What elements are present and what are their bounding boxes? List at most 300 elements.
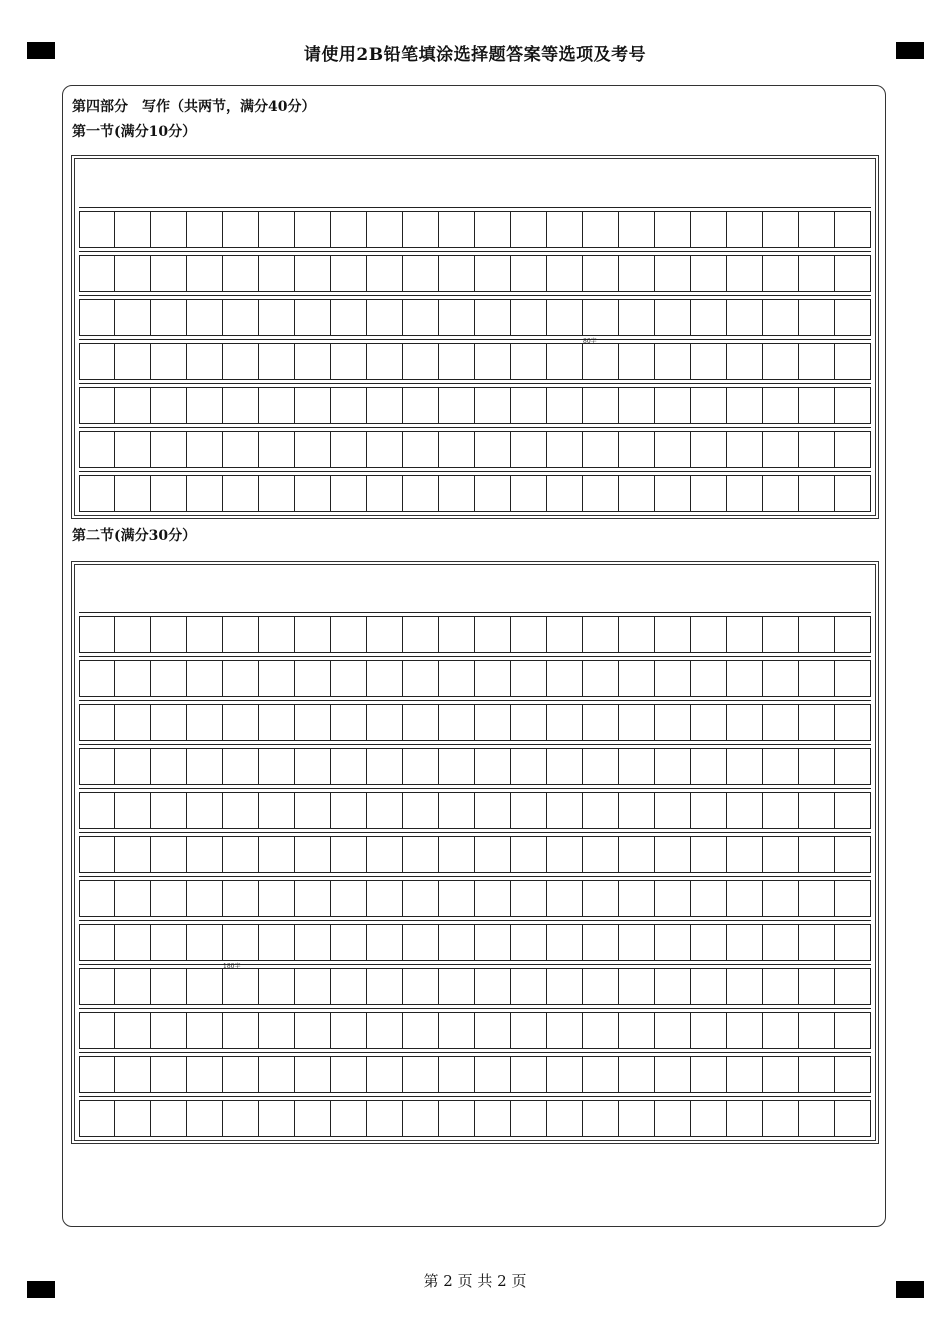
writing-cell[interactable]	[835, 793, 871, 829]
writing-cell[interactable]	[799, 344, 835, 380]
writing-cell[interactable]	[187, 617, 223, 653]
writing-cell[interactable]	[547, 793, 583, 829]
writing-cell[interactable]	[439, 300, 475, 336]
writing-cell[interactable]	[799, 749, 835, 785]
writing-cell[interactable]	[511, 969, 547, 1005]
writing-cell[interactable]	[691, 1057, 727, 1093]
writing-cell[interactable]	[403, 837, 439, 873]
writing-cell[interactable]	[403, 969, 439, 1005]
writing-cell[interactable]	[691, 661, 727, 697]
writing-cell[interactable]	[763, 388, 799, 424]
writing-cell[interactable]	[691, 793, 727, 829]
writing-cell[interactable]	[367, 925, 403, 961]
writing-cell[interactable]	[511, 432, 547, 468]
writing-cell[interactable]	[475, 837, 511, 873]
writing-cell[interactable]	[439, 212, 475, 248]
writing-cell[interactable]	[187, 344, 223, 380]
writing-cell[interactable]	[763, 432, 799, 468]
writing-cell[interactable]	[475, 344, 511, 380]
writing-cell[interactable]	[511, 925, 547, 961]
writing-cell[interactable]	[259, 793, 295, 829]
writing-cell[interactable]	[439, 837, 475, 873]
writing-cell[interactable]	[763, 881, 799, 917]
writing-cell[interactable]	[763, 1013, 799, 1049]
writing-cell[interactable]	[547, 661, 583, 697]
writing-cell[interactable]	[511, 749, 547, 785]
writing-cell[interactable]	[223, 1013, 259, 1049]
writing-cell[interactable]	[403, 881, 439, 917]
writing-cell[interactable]	[151, 705, 187, 741]
writing-cell[interactable]	[115, 212, 151, 248]
writing-cell[interactable]	[691, 617, 727, 653]
writing-cell[interactable]	[835, 617, 871, 653]
writing-cell[interactable]	[79, 617, 115, 653]
writing-cell[interactable]	[619, 1013, 655, 1049]
writing-cell[interactable]	[331, 344, 367, 380]
writing-cell[interactable]	[439, 925, 475, 961]
writing-cell[interactable]	[511, 881, 547, 917]
writing-cell[interactable]	[619, 256, 655, 292]
writing-cell[interactable]	[115, 925, 151, 961]
writing-cell[interactable]	[619, 793, 655, 829]
writing-cell[interactable]	[583, 388, 619, 424]
writing-cell[interactable]	[727, 344, 763, 380]
writing-cell[interactable]	[475, 969, 511, 1005]
writing-cell[interactable]	[835, 256, 871, 292]
writing-cell[interactable]	[403, 661, 439, 697]
writing-cell[interactable]	[655, 300, 691, 336]
writing-cell[interactable]	[655, 1013, 691, 1049]
writing-cell[interactable]	[439, 1057, 475, 1093]
writing-cell[interactable]	[655, 881, 691, 917]
writing-cell[interactable]	[223, 1101, 259, 1137]
writing-cell[interactable]	[367, 793, 403, 829]
writing-cell[interactable]	[799, 969, 835, 1005]
writing-cell[interactable]	[583, 1101, 619, 1137]
writing-cell[interactable]	[403, 925, 439, 961]
writing-cell[interactable]	[223, 1057, 259, 1093]
writing-cell[interactable]	[799, 837, 835, 873]
writing-cell[interactable]	[295, 661, 331, 697]
writing-cell[interactable]	[691, 881, 727, 917]
writing-cell[interactable]	[259, 1057, 295, 1093]
writing-cell[interactable]	[223, 837, 259, 873]
writing-cell[interactable]	[619, 617, 655, 653]
writing-cell[interactable]	[583, 344, 619, 380]
writing-cell[interactable]	[835, 1013, 871, 1049]
writing-cell[interactable]	[295, 793, 331, 829]
writing-cell[interactable]	[295, 256, 331, 292]
writing-cell[interactable]	[799, 212, 835, 248]
writing-cell[interactable]	[763, 344, 799, 380]
writing-cell[interactable]	[583, 969, 619, 1005]
writing-cell[interactable]	[223, 212, 259, 248]
writing-cell[interactable]	[223, 476, 259, 512]
writing-cell[interactable]	[187, 881, 223, 917]
writing-cell[interactable]	[799, 300, 835, 336]
writing-cell[interactable]	[799, 925, 835, 961]
writing-cell[interactable]	[547, 300, 583, 336]
writing-cell[interactable]	[151, 969, 187, 1005]
writing-cell[interactable]	[367, 881, 403, 917]
writing-cell[interactable]	[547, 388, 583, 424]
writing-cell[interactable]	[799, 705, 835, 741]
writing-cell[interactable]	[295, 1013, 331, 1049]
writing-cell[interactable]	[223, 617, 259, 653]
writing-cell[interactable]	[295, 749, 331, 785]
writing-cell[interactable]	[547, 476, 583, 512]
writing-cell[interactable]	[763, 925, 799, 961]
writing-cell[interactable]	[79, 837, 115, 873]
writing-cell[interactable]	[115, 969, 151, 1005]
writing-cell[interactable]	[187, 300, 223, 336]
writing-cell[interactable]	[187, 969, 223, 1005]
writing-cell[interactable]	[547, 837, 583, 873]
writing-cell[interactable]	[511, 1057, 547, 1093]
writing-cell[interactable]	[403, 256, 439, 292]
writing-cell[interactable]	[367, 661, 403, 697]
writing-cell[interactable]	[475, 793, 511, 829]
writing-cell[interactable]	[583, 212, 619, 248]
writing-cell[interactable]	[655, 925, 691, 961]
writing-cell[interactable]	[583, 925, 619, 961]
writing-cell[interactable]	[547, 617, 583, 653]
writing-cell[interactable]	[799, 388, 835, 424]
writing-cell[interactable]	[187, 661, 223, 697]
writing-cell[interactable]	[79, 1101, 115, 1137]
writing-cell[interactable]	[511, 661, 547, 697]
writing-cell[interactable]	[115, 617, 151, 653]
writing-cell[interactable]	[331, 617, 367, 653]
writing-cell[interactable]	[727, 661, 763, 697]
writing-cell[interactable]	[115, 300, 151, 336]
writing-cell[interactable]	[259, 1013, 295, 1049]
writing-cell[interactable]	[331, 793, 367, 829]
writing-cell[interactable]	[655, 617, 691, 653]
writing-cell[interactable]	[475, 212, 511, 248]
writing-cell[interactable]	[835, 881, 871, 917]
writing-cell[interactable]	[835, 925, 871, 961]
writing-cell[interactable]	[151, 344, 187, 380]
writing-cell[interactable]	[115, 1013, 151, 1049]
writing-cell[interactable]	[619, 388, 655, 424]
writing-cell[interactable]	[511, 212, 547, 248]
writing-cell[interactable]	[331, 661, 367, 697]
writing-cell[interactable]	[511, 837, 547, 873]
writing-cell[interactable]	[619, 969, 655, 1005]
writing-cell[interactable]	[151, 388, 187, 424]
writing-cell[interactable]	[475, 432, 511, 468]
writing-cell[interactable]	[619, 300, 655, 336]
writing-cell[interactable]	[79, 212, 115, 248]
writing-cell[interactable]	[727, 617, 763, 653]
writing-cell[interactable]	[619, 661, 655, 697]
writing-cell[interactable]	[547, 925, 583, 961]
writing-cell[interactable]	[79, 925, 115, 961]
writing-cell[interactable]	[223, 705, 259, 741]
writing-cell[interactable]	[223, 256, 259, 292]
writing-cell[interactable]	[691, 837, 727, 873]
writing-cell[interactable]	[403, 617, 439, 653]
writing-cell[interactable]	[619, 749, 655, 785]
writing-cell[interactable]	[403, 1057, 439, 1093]
writing-cell[interactable]	[115, 476, 151, 512]
writing-cell[interactable]	[619, 476, 655, 512]
writing-cell[interactable]	[691, 1101, 727, 1137]
writing-cell[interactable]	[691, 388, 727, 424]
writing-cell[interactable]	[115, 1057, 151, 1093]
writing-cell[interactable]	[547, 212, 583, 248]
writing-cell[interactable]	[115, 793, 151, 829]
writing-cell[interactable]	[619, 432, 655, 468]
writing-cell[interactable]	[331, 212, 367, 248]
writing-cell[interactable]	[79, 388, 115, 424]
writing-cell[interactable]	[835, 749, 871, 785]
writing-cell[interactable]	[763, 256, 799, 292]
writing-cell[interactable]	[367, 969, 403, 1005]
writing-cell[interactable]	[331, 881, 367, 917]
writing-cell[interactable]	[655, 705, 691, 741]
writing-cell[interactable]	[835, 212, 871, 248]
writing-cell[interactable]	[619, 837, 655, 873]
writing-cell[interactable]	[259, 881, 295, 917]
writing-cell[interactable]	[403, 793, 439, 829]
writing-cell[interactable]	[439, 476, 475, 512]
writing-cell[interactable]	[655, 256, 691, 292]
writing-cell[interactable]	[367, 388, 403, 424]
writing-cell[interactable]	[583, 432, 619, 468]
writing-cell[interactable]	[367, 1013, 403, 1049]
writing-cell[interactable]	[151, 793, 187, 829]
writing-cell[interactable]	[727, 1057, 763, 1093]
writing-cell[interactable]	[115, 881, 151, 917]
writing-cell[interactable]	[367, 617, 403, 653]
writing-cell[interactable]	[835, 705, 871, 741]
writing-cell[interactable]	[79, 749, 115, 785]
writing-cell[interactable]	[583, 476, 619, 512]
writing-cell[interactable]	[295, 388, 331, 424]
writing-cell[interactable]	[295, 969, 331, 1005]
writing-cell[interactable]	[655, 388, 691, 424]
writing-cell[interactable]	[115, 256, 151, 292]
writing-cell[interactable]	[187, 793, 223, 829]
writing-cell[interactable]	[511, 300, 547, 336]
writing-cell[interactable]	[511, 344, 547, 380]
writing-cell[interactable]	[727, 793, 763, 829]
writing-cell[interactable]	[691, 300, 727, 336]
writing-cell[interactable]	[475, 705, 511, 741]
writing-cell[interactable]	[187, 1101, 223, 1137]
writing-cell[interactable]	[439, 256, 475, 292]
writing-cell[interactable]	[835, 344, 871, 380]
writing-cell[interactable]	[187, 705, 223, 741]
writing-cell[interactable]	[547, 1013, 583, 1049]
writing-cell[interactable]	[475, 1101, 511, 1137]
writing-cell[interactable]	[583, 1057, 619, 1093]
writing-cell[interactable]	[691, 749, 727, 785]
writing-cell[interactable]	[727, 1013, 763, 1049]
writing-cell[interactable]	[655, 432, 691, 468]
writing-cell[interactable]	[583, 661, 619, 697]
writing-cell[interactable]	[619, 212, 655, 248]
writing-cell[interactable]	[475, 661, 511, 697]
writing-cell[interactable]	[691, 476, 727, 512]
writing-cell[interactable]	[295, 476, 331, 512]
writing-cell[interactable]	[259, 300, 295, 336]
writing-cell[interactable]	[691, 212, 727, 248]
writing-cell[interactable]	[187, 212, 223, 248]
writing-cell[interactable]	[547, 1101, 583, 1137]
writing-cell[interactable]	[727, 749, 763, 785]
writing-cell[interactable]	[79, 432, 115, 468]
writing-cell[interactable]	[583, 256, 619, 292]
writing-cell[interactable]	[439, 881, 475, 917]
writing-cell[interactable]	[691, 1013, 727, 1049]
writing-cell[interactable]	[367, 1101, 403, 1137]
writing-cell[interactable]	[547, 432, 583, 468]
writing-cell[interactable]	[331, 749, 367, 785]
writing-cell[interactable]	[763, 749, 799, 785]
writing-cell[interactable]	[115, 432, 151, 468]
writing-cell[interactable]	[79, 661, 115, 697]
writing-cell[interactable]	[763, 793, 799, 829]
writing-cell[interactable]	[475, 749, 511, 785]
writing-cell[interactable]	[187, 1057, 223, 1093]
writing-cell[interactable]	[151, 256, 187, 292]
writing-cell[interactable]	[547, 969, 583, 1005]
writing-cell[interactable]	[295, 432, 331, 468]
writing-cell[interactable]	[79, 705, 115, 741]
writing-cell[interactable]	[655, 1101, 691, 1137]
writing-cell[interactable]	[151, 837, 187, 873]
writing-cell[interactable]	[763, 476, 799, 512]
writing-cell[interactable]	[763, 617, 799, 653]
writing-cell[interactable]	[583, 793, 619, 829]
writing-cell[interactable]	[295, 705, 331, 741]
writing-cell[interactable]	[583, 837, 619, 873]
writing-cell[interactable]	[403, 749, 439, 785]
writing-cell[interactable]	[259, 749, 295, 785]
writing-cell[interactable]	[619, 705, 655, 741]
writing-cell[interactable]	[331, 1013, 367, 1049]
writing-cell[interactable]	[475, 300, 511, 336]
writing-cell[interactable]	[223, 388, 259, 424]
writing-cell[interactable]	[511, 1013, 547, 1049]
writing-cell[interactable]	[115, 388, 151, 424]
writing-cell[interactable]	[151, 1101, 187, 1137]
writing-cell[interactable]	[727, 300, 763, 336]
writing-cell[interactable]	[259, 476, 295, 512]
writing-cell[interactable]	[151, 617, 187, 653]
writing-cell[interactable]	[799, 617, 835, 653]
writing-cell[interactable]	[799, 1101, 835, 1137]
writing-cell[interactable]	[691, 969, 727, 1005]
writing-cell[interactable]	[475, 1013, 511, 1049]
writing-cell[interactable]	[403, 432, 439, 468]
writing-cell[interactable]	[619, 1101, 655, 1137]
writing-cell[interactable]	[331, 388, 367, 424]
writing-cell[interactable]	[295, 617, 331, 653]
writing-cell[interactable]	[439, 617, 475, 653]
writing-cell[interactable]	[79, 300, 115, 336]
writing-cell[interactable]	[79, 969, 115, 1005]
writing-cell[interactable]	[331, 476, 367, 512]
writing-cell[interactable]	[619, 1057, 655, 1093]
writing-cell[interactable]	[583, 881, 619, 917]
writing-cell[interactable]	[799, 793, 835, 829]
writing-cell[interactable]	[691, 432, 727, 468]
writing-cell[interactable]	[187, 256, 223, 292]
writing-cell[interactable]	[187, 476, 223, 512]
writing-cell[interactable]	[367, 256, 403, 292]
writing-cell[interactable]	[727, 432, 763, 468]
writing-cell[interactable]	[331, 256, 367, 292]
writing-cell[interactable]	[259, 969, 295, 1005]
writing-cell[interactable]	[259, 344, 295, 380]
writing-cell[interactable]	[835, 661, 871, 697]
writing-cell[interactable]	[331, 1057, 367, 1093]
writing-cell[interactable]	[763, 837, 799, 873]
writing-cell[interactable]	[583, 300, 619, 336]
writing-cell[interactable]	[799, 661, 835, 697]
writing-cell[interactable]	[475, 388, 511, 424]
writing-cell[interactable]	[511, 617, 547, 653]
writing-cell[interactable]	[727, 212, 763, 248]
writing-cell[interactable]	[367, 432, 403, 468]
writing-cell[interactable]	[547, 256, 583, 292]
writing-cell[interactable]	[115, 1101, 151, 1137]
writing-cell[interactable]	[79, 1057, 115, 1093]
writing-cell[interactable]	[403, 1101, 439, 1137]
writing-cell[interactable]	[295, 300, 331, 336]
writing-cell[interactable]	[403, 212, 439, 248]
writing-cell[interactable]	[187, 432, 223, 468]
writing-cell[interactable]	[727, 256, 763, 292]
writing-cell[interactable]	[511, 388, 547, 424]
writing-cell[interactable]	[79, 344, 115, 380]
writing-cell[interactable]	[835, 837, 871, 873]
writing-cell[interactable]	[403, 476, 439, 512]
writing-cell[interactable]	[655, 661, 691, 697]
writing-cell[interactable]	[259, 661, 295, 697]
writing-cell[interactable]	[835, 300, 871, 336]
writing-cell[interactable]	[151, 881, 187, 917]
writing-cell[interactable]	[259, 388, 295, 424]
writing-cell[interactable]	[439, 1101, 475, 1137]
writing-cell[interactable]	[511, 476, 547, 512]
writing-cell[interactable]	[331, 1101, 367, 1137]
writing-cell[interactable]	[295, 881, 331, 917]
writing-cell[interactable]	[475, 1057, 511, 1093]
writing-cell[interactable]	[799, 1013, 835, 1049]
writing-cell[interactable]	[655, 476, 691, 512]
writing-cell[interactable]	[439, 432, 475, 468]
writing-cell[interactable]	[331, 300, 367, 336]
writing-cell[interactable]	[655, 344, 691, 380]
writing-cell[interactable]	[511, 705, 547, 741]
writing-cell[interactable]	[115, 344, 151, 380]
writing-cell[interactable]	[763, 705, 799, 741]
writing-cell[interactable]	[367, 749, 403, 785]
writing-cell[interactable]	[511, 1101, 547, 1137]
writing-cell[interactable]	[799, 476, 835, 512]
writing-cell[interactable]	[331, 969, 367, 1005]
writing-cell[interactable]	[223, 300, 259, 336]
writing-cell[interactable]	[475, 925, 511, 961]
writing-cell[interactable]	[583, 705, 619, 741]
writing-cell[interactable]	[259, 925, 295, 961]
writing-cell[interactable]	[79, 476, 115, 512]
